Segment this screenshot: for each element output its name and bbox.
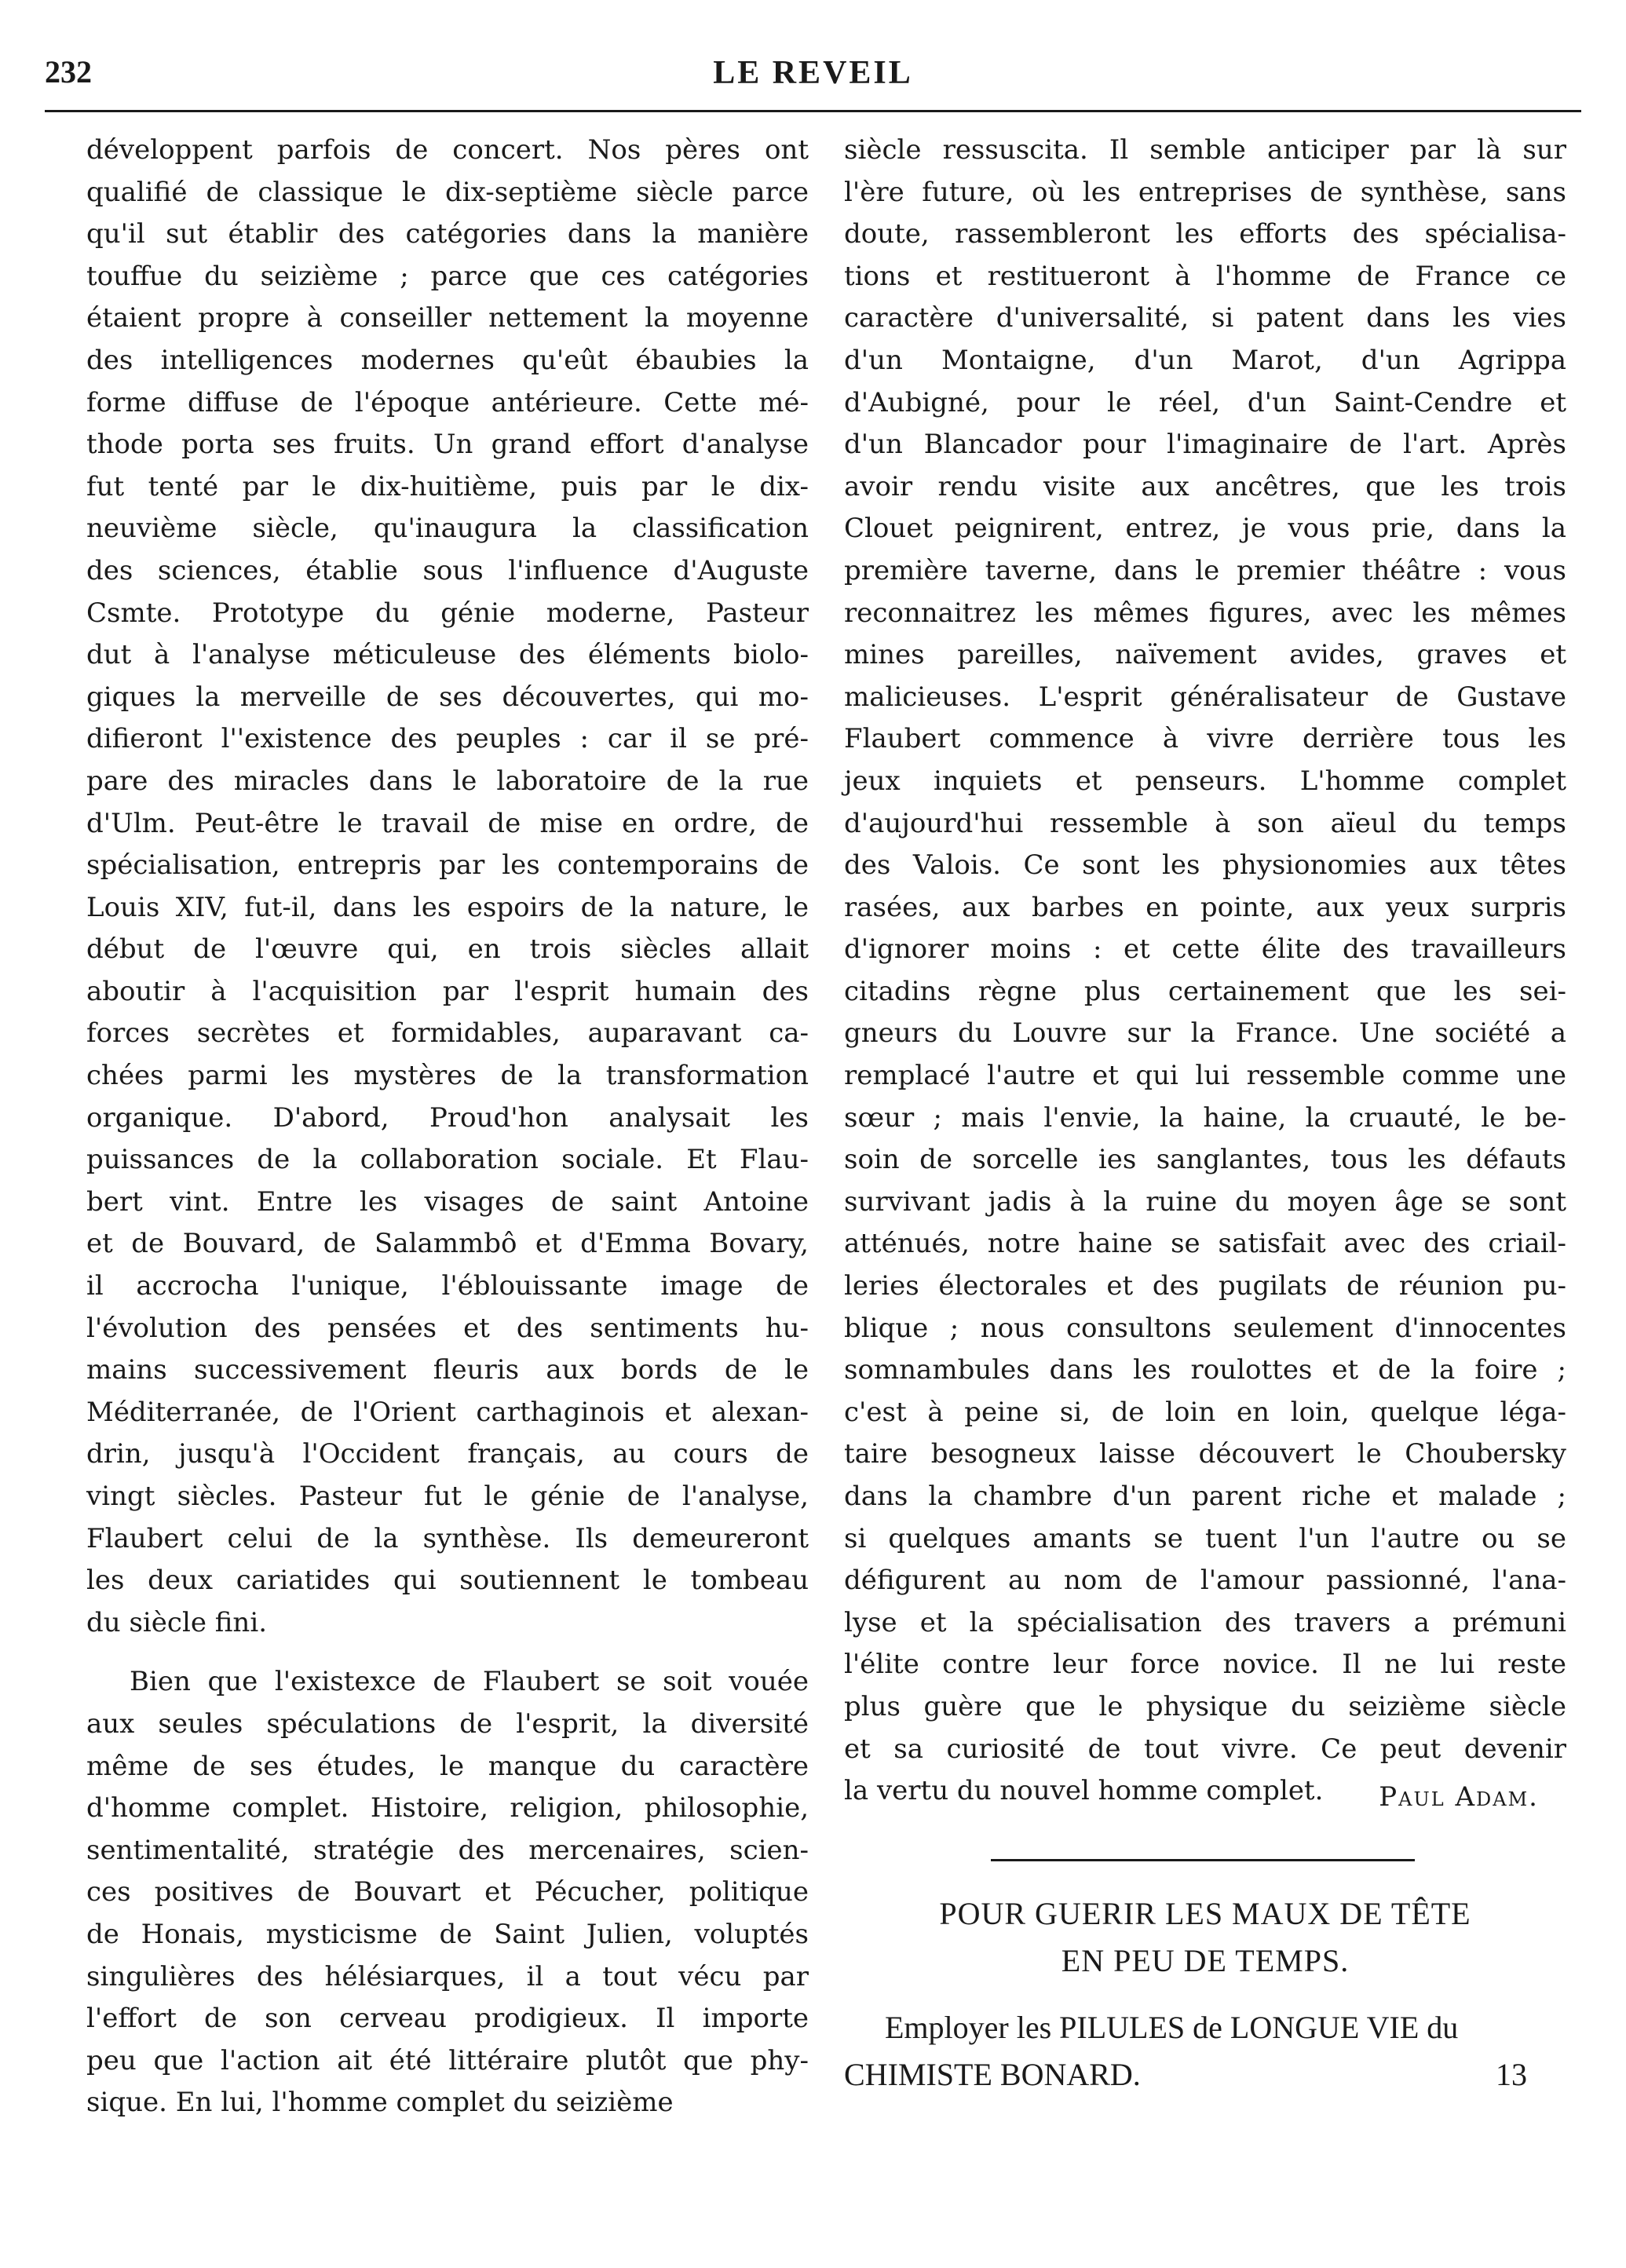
text-line: et de Bouvard, de Salammbô et d'Emma Bovary, xyxy=(86,1228,809,1260)
ad-body-line2 xyxy=(844,2051,1566,2098)
text-line: étaient propre à conseiller nettement la moyenne xyxy=(86,302,809,334)
text-line: sique. En lui, l'homme complet du seizième xyxy=(86,2087,674,2119)
text-line: aux seules spéculations de l'esprit, la diversité xyxy=(86,1707,809,1740)
text-line: remplacé l'autre et qui lui ressemble comme une xyxy=(844,1060,1566,1092)
right-column xyxy=(844,130,1566,1813)
text-line: citadins règne plus certainement que les sei- xyxy=(844,975,1566,1007)
text-line: jeux inquiets et penseurs. L'homme complet xyxy=(844,765,1566,797)
text-line: l'ère future, où les entreprises de synthèse, sans xyxy=(844,176,1566,208)
ad-body-line2-text: CHIMISTE BONARD. xyxy=(844,2057,1141,2092)
paragraph-gap xyxy=(86,1644,809,1661)
text-line: développent parfois de concert. Nos pères ont xyxy=(86,134,809,166)
text-line: fut tenté par le dix-huitième, puis par le dix- xyxy=(86,470,809,502)
text-line: drin, jusqu'à l'Occident français, au cours de xyxy=(86,1438,809,1470)
text-line: et sa curiosité de tout vivre. Ce peut devenir xyxy=(844,1733,1566,1765)
ad-headline-line2: EN PEU DE TEMPS. xyxy=(1061,1943,1350,1978)
text-line: singulières des hélésiarques, il a tout vécu par xyxy=(86,1960,809,1992)
text-line: blique ; nous consultons seulement d'innocentes xyxy=(844,1312,1566,1344)
page-number: 232 xyxy=(45,54,92,89)
text-line: lyse et la spécialisation des travers a prémuni xyxy=(844,1606,1566,1638)
text-line: l'effort de son cerveau prodigieux. Il importe xyxy=(86,2003,809,2035)
text-line: les deux cariatides qui soutiennent le tombeau xyxy=(86,1565,809,1597)
text-line: Louis XIV, fut-il, dans les espoirs de la nature, le xyxy=(86,891,809,923)
text-line: ces positives de Bouvart et Pécucher, politique xyxy=(86,1876,809,1908)
text-line: organique. D'abord, Proud'hon analysait les xyxy=(86,1101,809,1134)
text-line: soin de sorcelle ies sanglantes, tous les défauts xyxy=(844,1144,1566,1176)
text-line: tions et restitueront à l'homme de France ce xyxy=(844,260,1566,292)
text-line: touffue du seizième ; parce que ces catégories xyxy=(86,260,809,292)
text-line: leries électorales et des pugilats de réunion pu- xyxy=(844,1270,1566,1302)
text-line: qu'il sut établir des catégories dans la manière xyxy=(86,218,809,250)
text-line: de Honais, mysticisme de Saint Julien, voluptés xyxy=(86,1918,809,1950)
text-line: début de l'œuvre qui, en trois siècles allait xyxy=(86,933,809,966)
ad-body-line1: Employer les PILULES de LONGUE VIE du xyxy=(885,2010,1459,2045)
text-line: d'Aubigné, pour le réel, d'un Saint-Cendre et xyxy=(844,386,1566,418)
text-line: siècle ressuscita. Il semble anticiper par là sur xyxy=(844,134,1566,166)
text-line: reconnaitrez les mêmes figures, avec les mêmes xyxy=(844,597,1566,629)
text-line: caractère d'universalité, si patent dans les vies xyxy=(844,302,1566,334)
text-line: forces secrètes et formidables, auparavant ca- xyxy=(86,1017,809,1050)
text-line: Csmte. Prototype du génie moderne, Pasteur xyxy=(86,597,809,629)
running-head-title: LE REVEIL xyxy=(713,55,913,91)
ad-body xyxy=(844,2004,1566,2098)
text-line: dut à l'analyse méticuleuse des éléments biolo- xyxy=(86,639,809,671)
text-line: plus guère que le physique du seizième siècle xyxy=(844,1690,1566,1722)
text-line: d'un Montaigne, d'un Marot, d'un Agrippa xyxy=(844,344,1566,376)
text-line: défigurent au nom de l'amour passionné, l'ana- xyxy=(844,1565,1566,1597)
left-column xyxy=(86,130,809,2124)
text-line: si quelques amants se tuent l'un l'autre ou se xyxy=(844,1522,1566,1554)
ad-headline-line1: POUR GUERIR LES MAUX DE TÊTE xyxy=(939,1896,1471,1931)
text-line: somnambules dans les roulottes et de la foire ; xyxy=(844,1354,1566,1386)
text-line: gneurs du Louvre sur la France. Une société a xyxy=(844,1017,1566,1050)
text-line: dans la chambre d'un parent riche et malade ; xyxy=(844,1481,1566,1512)
text-line: il accrocha l'unique, l'éblouissante image de xyxy=(86,1270,809,1302)
text-line: rasées, aux barbes en pointe, aux yeux surpris xyxy=(844,891,1566,923)
text-line: Bien que l'existexce de Flaubert se soit vouée xyxy=(130,1666,809,1698)
text-line: l'élite contre leur force novice. Il ne lui reste xyxy=(844,1649,1566,1681)
text-line: doute, rassembleront les efforts des spécialisa- xyxy=(844,218,1566,250)
author-signature: Paul Adam. xyxy=(1379,1781,1539,1813)
text-line: d'un Blancador pour l'imaginaire de l'art. Après xyxy=(844,429,1566,461)
text-line: Méditerranée, de l'Orient carthaginois et alexan- xyxy=(86,1396,809,1428)
text-line: bert vint. Entre les visages de saint Antoine xyxy=(86,1185,809,1218)
text-line: vingt siècles. Pasteur fut le génie de l'analyse, xyxy=(86,1481,809,1512)
text-line: des Valois. Ce sont les physionomies aux têtes xyxy=(844,849,1566,882)
text-line: première taverne, dans le premier théâtre : vous xyxy=(844,554,1566,586)
text-line: l'évolution des pensées et des sentiments hu- xyxy=(86,1312,809,1344)
text-line: chées parmi les mystères de la transformation xyxy=(86,1060,809,1092)
text-line: sœur ; mais l'envie, la haine, la cruauté, le be- xyxy=(844,1101,1566,1134)
header-rule xyxy=(45,110,1581,112)
text-line: aboutir à l'acquisition par l'esprit humain des xyxy=(86,975,809,1007)
text-line: d'aujourd'hui ressemble à son aïeul du temps xyxy=(844,807,1566,839)
text-line: c'est à peine si, de loin en loin, quelque léga- xyxy=(844,1396,1566,1428)
text-line: puissances de la collaboration sociale. Et Flau- xyxy=(86,1144,809,1176)
text-line: neuvième siècle, qu'inaugura la classification xyxy=(86,513,809,545)
text-line: difieront l''existence des peuples : car il se pré- xyxy=(86,723,809,755)
text-line: des sciences, établie sous l'influence d'Auguste xyxy=(86,554,809,586)
text-line: d'homme complet. Histoire, religion, philosophie, xyxy=(86,1792,809,1824)
text-line: d'Ulm. Peut-être le travail de mise en ordre, de xyxy=(86,807,809,839)
text-line: du siècle fini. xyxy=(86,1606,268,1638)
text-line: spécialisation, entrepris par les contemporains de xyxy=(86,849,809,882)
text-line: d'ignorer moins : et cette élite des travailleurs xyxy=(844,933,1566,966)
text-line: Flaubert celui de la synthèse. Ils demeureront xyxy=(86,1522,809,1554)
text-line: forme diffuse de l'époque antérieure. Cette mé- xyxy=(86,386,809,418)
text-line: giques la merveille de ses découvertes, qui mo- xyxy=(86,681,809,713)
text-line: mines pareilles, naïvement avides, graves et xyxy=(844,639,1566,671)
text-line: même de ses études, le manque du caractère xyxy=(86,1750,809,1782)
text-line: thode porta ses fruits. Un grand effort d'analyse xyxy=(86,429,809,461)
text-line: survivant jadis à la ruine du moyen âge se sont xyxy=(844,1185,1566,1218)
text-line: qualifié de classique le dix-septième siècle parce xyxy=(86,176,809,208)
text-line: Flaubert commence à vivre derrière tous les xyxy=(844,723,1566,755)
text-line: des intelligences modernes qu'eût ébaubies la xyxy=(86,344,809,376)
text-line: atténués, notre haine se satisfait avec des criail- xyxy=(844,1228,1566,1260)
ad-number: 13 xyxy=(1496,2057,1527,2092)
text-line: taire besogneux laisse découvert le Choubersky xyxy=(844,1438,1566,1470)
text-line: sentimentalité, stratégie des mercenaires, scien- xyxy=(86,1834,809,1866)
text-line: malicieuses. L'esprit généralisateur de Gustave xyxy=(844,681,1566,713)
text-line: la vertu du nouvel homme complet. xyxy=(844,1775,1324,1807)
text-line: mains successivement fleuris aux bords de le xyxy=(86,1354,809,1386)
text-line: pare des miracles dans le laboratoire de la rue xyxy=(86,765,809,797)
text-line: avoir rendu visite aux ancêtres, que les trois xyxy=(844,470,1566,502)
section-separator xyxy=(991,1859,1415,1861)
text-line: peu que l'action ait été littéraire plutôt que phy- xyxy=(86,2044,809,2076)
text-line: Clouet peignirent, entrez, je vous prie, dans la xyxy=(844,513,1566,545)
